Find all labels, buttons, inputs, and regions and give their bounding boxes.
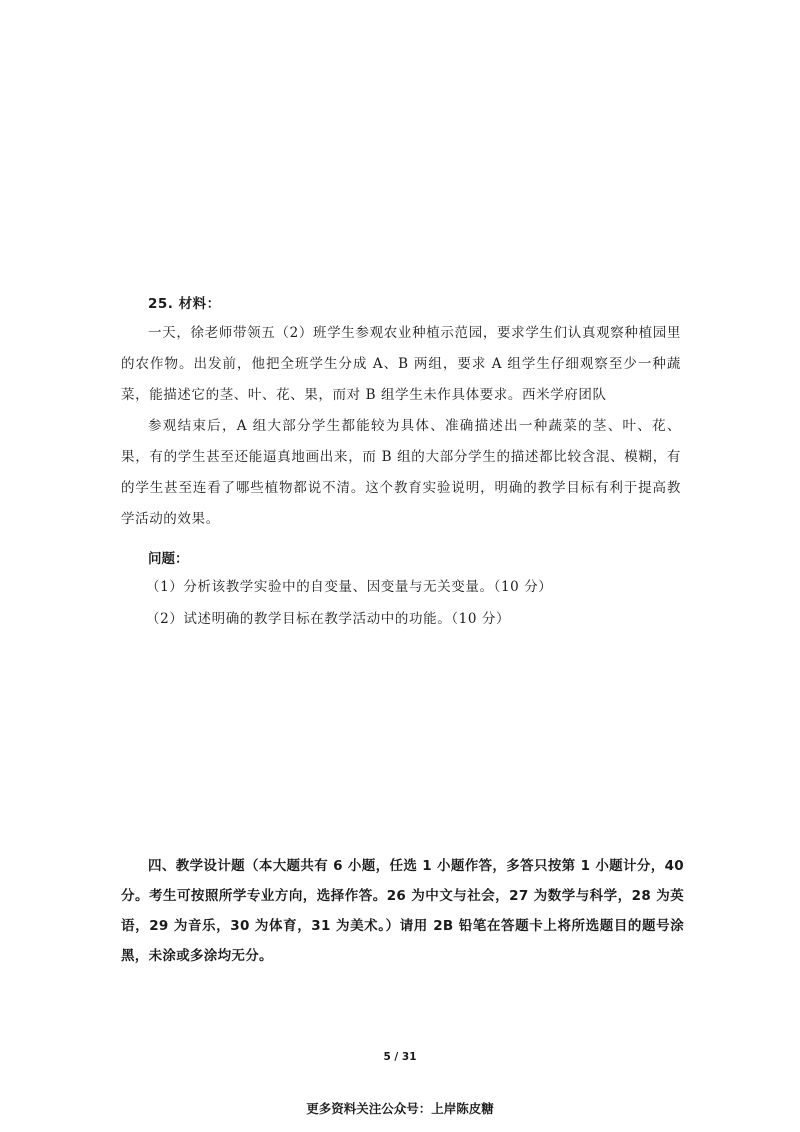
question-title: 25. 材料： bbox=[148, 296, 221, 312]
material-paragraph-1: 一天，徐老师带领五（2）班学生参观农业种植示范园，要求学生们认真观察种植园里的农作物。出发前，他把全班学生分成 A、B 两组，要求 A 组学生仔细观察至少一种蔬菜，能描述它的茎、叶、花、果，而对 B 组学生未作具体要求。西米学府团队 bbox=[121, 325, 681, 403]
sub-question-1: （1）分析该教学实验中的自变量、因变量与无关变量。（10 分） bbox=[146, 579, 553, 595]
sub-question-2: （2）试述明确的教学目标在教学活动中的功能。（10 分） bbox=[146, 611, 511, 627]
material-text bbox=[121, 318, 681, 535]
footer-note: 更多资料关注公众号：上岸陈皮糖 bbox=[306, 1101, 494, 1116]
material-paragraph-2: 参观结束后，A 组大部分学生都能较为具体、准确描述出一种蔬菜的茎、叶、花、果，有的学生甚至还能逼真地画出来，而 B 组的大部分学生的描述都比较含混、模糊，有的学生甚至连看了哪些植物都说不清。这个教育实验说明，明确的教学目标有利于提高教学活动的效果。 bbox=[121, 418, 681, 527]
page-number: 5 / 31 bbox=[383, 1051, 417, 1063]
section-four-instructions: 四、教学设计题（本大题共有 6 小题，任选 1 小题作答，多答只按第 1 小题计分，40 分。考生可按照所学专业方向，选择作答。26 为中文与社会，27 为数学与科学，28 为英语，29 为音乐，30 为体育，31 为美术。）请用 2B 铅笔在答题卡上将所选题目的题号涂黑，未涂或多涂均无分。 bbox=[121, 858, 684, 964]
questions-label: 问题： bbox=[148, 551, 189, 567]
